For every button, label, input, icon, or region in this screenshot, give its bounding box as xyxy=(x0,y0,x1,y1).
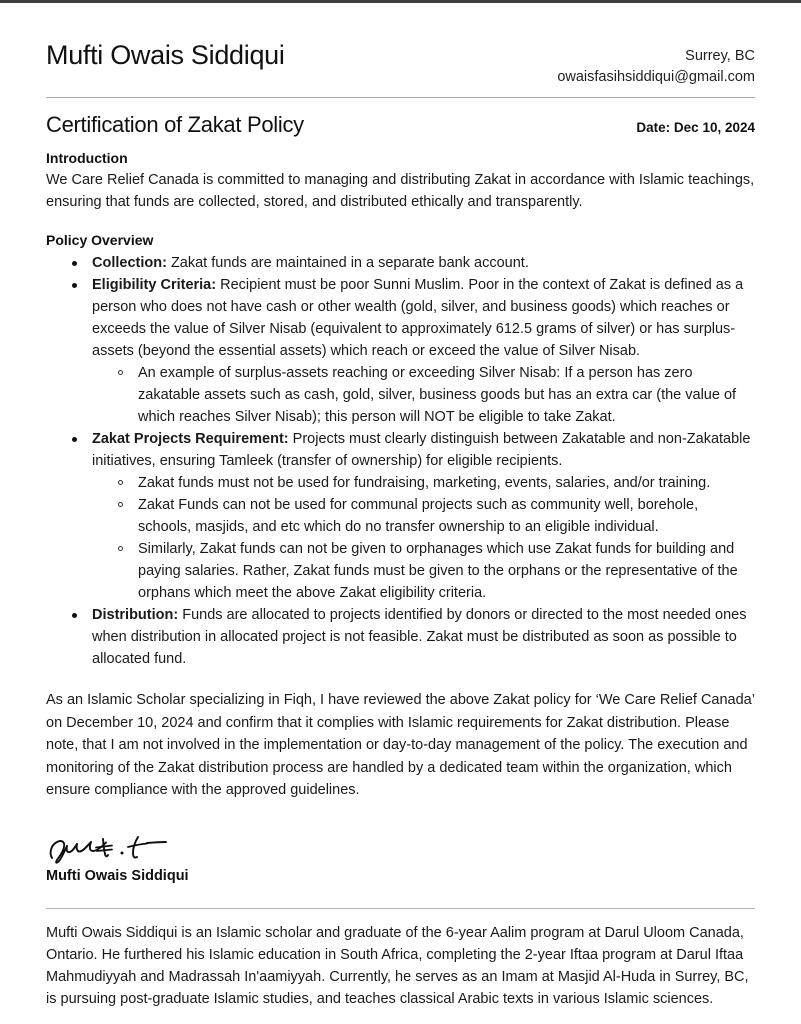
header-divider xyxy=(46,97,755,98)
handwritten-signature-icon xyxy=(46,828,755,870)
certification-statement: As an Islamic Scholar specializing in Fiqh, I have reviewed the above Zakat policy for ‘We Care Relief Canada’ on December 10, 2024 and confirm that it complies with Islamic requirements for Zakat distribution. Please note, that I am not involved in the implementation or day-to-day management of the policy. The execution and monitoring of the Zakat distribution process are handled by a dedicated team within the organization, which ensure compliance with the approved guidelines. xyxy=(46,692,755,799)
list-item: Similarly, Zakat funds can not be given to orphanages which use Zakat funds for building and paying salaries. Rather, Zakat funds must be given to the orphans or the representative of the orphans which meet the above Zakat eligibility criteria. xyxy=(92,538,755,604)
title-row xyxy=(46,112,755,137)
signatory-name: Mufti Owais Siddiqui xyxy=(46,867,189,884)
contact-location: Surrey, BC xyxy=(685,48,755,64)
list-item: Zakat Funds can not be used for communal projects such as community well, borehole, schools, masjids, and etc which do no transfer ownership to an eligible individual. xyxy=(92,494,755,538)
list-item xyxy=(46,428,755,604)
scholar-bio: Mufti Owais Siddiqui is an Islamic scholar and graduate of the 6-year Aalim program at Darul Uloom Canada, Ontario. He furthered his Islamic education in South Africa, completing the 2-year Iftaa program at Darul Iftaa Mahmudiyyah and Madrassah In'aamiyyah. Currently, he serves as an Imam at Masjid Al-Huda in Surrey, BC, is pursuing post-graduate Islamic studies, and teaches classical Arabic texts in various Islamic sciences. xyxy=(46,924,749,1007)
contact-email[interactable]: owaisfasihsiddiqui@gmail.com xyxy=(557,69,755,86)
list-item xyxy=(46,604,755,670)
document-content xyxy=(0,3,801,1010)
list-item: Zakat funds must not be used for fundraising, marketing, events, salaries, and/or training. xyxy=(92,472,755,494)
bullet-text: Projects must clearly distinguish between Zakatable and non-Zakatable initiatives, ensuring Tamleek (transfer of ownership) for eligible recipients. xyxy=(92,431,751,470)
bullet-lead: Distribution: xyxy=(92,607,179,624)
contact-block xyxy=(557,41,755,88)
bullet-lead: Eligibility Criteria: xyxy=(92,276,217,293)
introduction-text: We Care Relief Canada is committed to managing and distributing Zakat in accordance with Islamic teachings, ensuring that funds are collected, stored, and distributed ethically and transparently. xyxy=(46,171,755,210)
bullet-lead: Collection: xyxy=(92,254,167,271)
policy-bullet-list xyxy=(46,252,755,671)
list-item: An example of surplus-assets reaching or exceeding Silver Nisab: If a person has zero zakatable assets such as cash, gold, silver, business goods but has an extra car (the value of which reaches Silver Nisab); this person will NOT be eligible to take Zakat. xyxy=(92,362,755,428)
document-date: Date: Dec 10, 2024 xyxy=(636,120,755,136)
letterhead xyxy=(46,3,755,88)
bullet-text: Zakat funds are maintained in a separate bank account. xyxy=(166,254,529,271)
policy-overview-heading: Policy Overview xyxy=(46,231,154,248)
signature-block xyxy=(46,828,755,884)
scholar-name: Mufti Owais Siddiqui xyxy=(46,40,285,70)
sub-bullet-list xyxy=(92,472,755,604)
sub-bullet-list xyxy=(92,362,755,428)
page-title: Certification of Zakat Policy xyxy=(46,112,304,138)
bullet-text: Recipient must be poor Sunni Muslim. Poor in the context of Zakat is defined as a person who does not have cash or other wealth (gold, silver, and business goods) which reaches or exceeds the value of Silver Nisab (equivalent to approximately 612.5 grams of silver) or has surplus-assets (beyond the essential assets) which reach or exceed the value of Silver Nisab. xyxy=(92,276,744,359)
footer-divider xyxy=(46,908,755,909)
introduction-heading: Introduction xyxy=(46,150,128,167)
list-item xyxy=(46,274,755,428)
bullet-text: Funds are allocated to projects identified by donors or directed to the most needed ones when distribution in allocated project is not feasible. Zakat must be distributed as soon as possible to allocated fund. xyxy=(92,607,747,668)
list-item xyxy=(46,252,755,274)
bullet-lead: Zakat Projects Requirement: xyxy=(92,431,289,448)
